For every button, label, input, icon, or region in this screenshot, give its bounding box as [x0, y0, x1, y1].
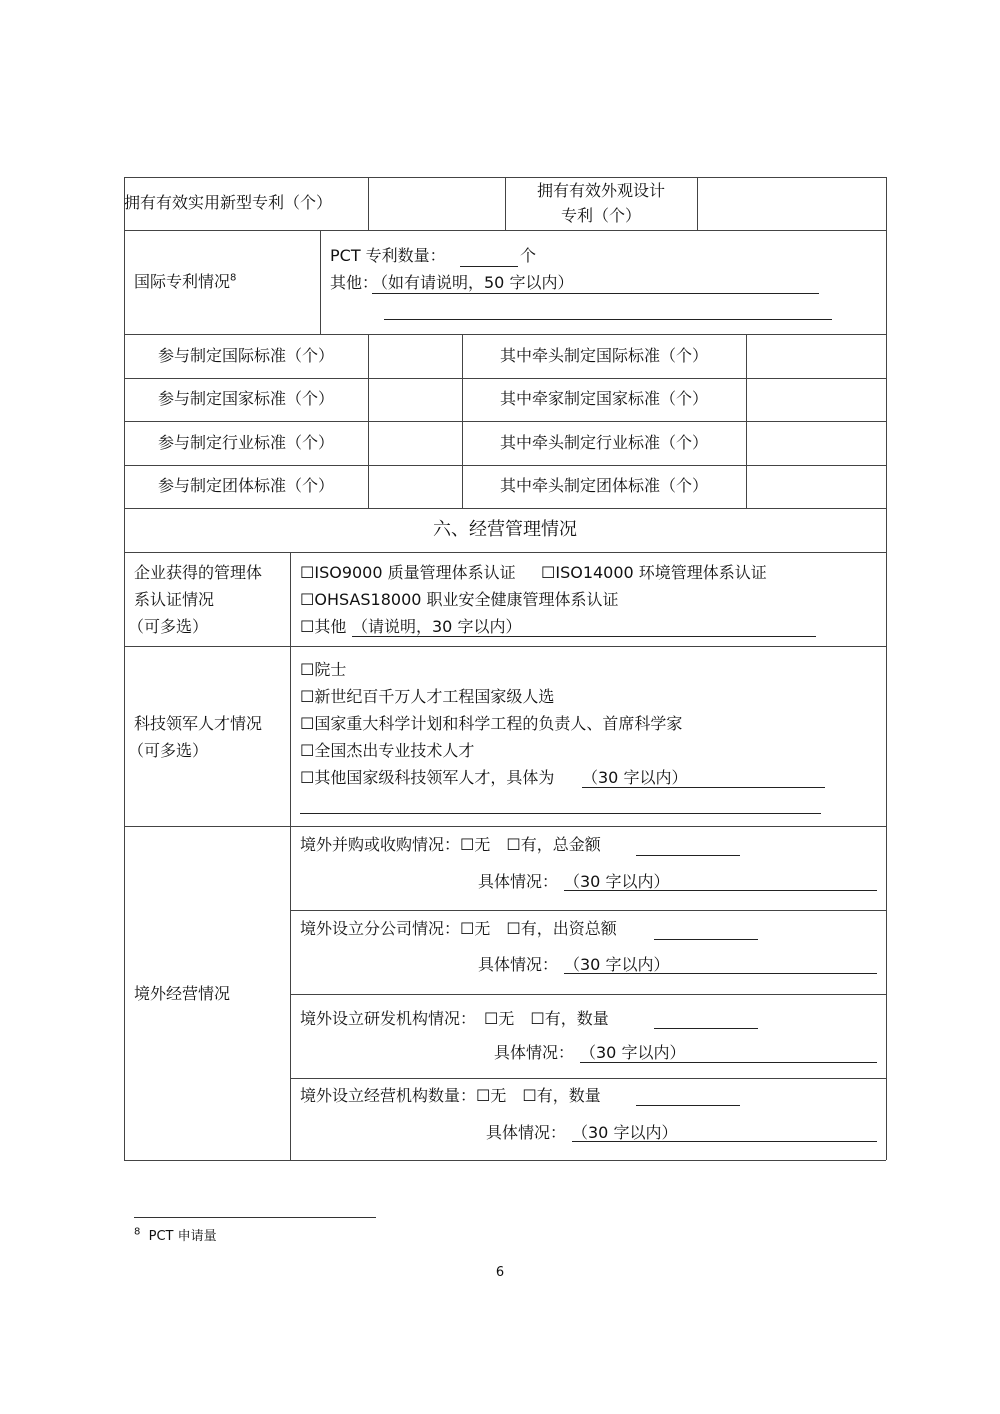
utility-patent-input[interactable]	[369, 178, 504, 229]
overseas-detail-hint: （30 字以内）	[572, 1123, 678, 1142]
cert-other-checkbox[interactable]: ☐其他	[300, 617, 347, 636]
overseas-branch-detail-input[interactable]	[564, 973, 877, 974]
overseas-rnd-detail-input[interactable]	[580, 1062, 877, 1063]
row-divider	[124, 230, 886, 231]
overseas-detail-label: 具体情况：	[494, 1043, 575, 1062]
cert-other-hint: （请说明，30 字以内）	[352, 617, 522, 636]
design-patent-label-line2: 专利（个）	[560, 206, 641, 225]
row-divider	[124, 508, 886, 509]
standard-participate-label: 参与制定团体标准（个）	[157, 476, 334, 495]
standard-lead-input[interactable]	[747, 379, 885, 420]
international-patent-label: 国际专利情况$^8$	[134, 272, 237, 291]
overseas-detail-hint: （30 字以内）	[580, 1043, 686, 1062]
overseas-acquisition-amount-input[interactable]	[636, 855, 740, 856]
talent-outstanding-checkbox[interactable]: ☐全国杰出专业技术人才	[300, 741, 475, 760]
talent-other-input-line1[interactable]	[582, 787, 825, 788]
col-divider	[290, 552, 291, 1160]
overseas-acquisition-question[interactable]: 境外并购或收购情况：☐无 ☐有，总金额	[300, 835, 601, 854]
pct-count-unit: 个	[520, 246, 537, 265]
footnote	[134, 1226, 217, 1248]
overseas-rnd-count-input[interactable]	[654, 1028, 758, 1029]
row-divider	[290, 994, 886, 995]
standard-lead-input[interactable]	[747, 466, 885, 507]
overseas-detail-hint: （30 字以内）	[564, 872, 670, 891]
cert-iso14000-checkbox[interactable]: ☐ISO14000 环境管理体系认证	[541, 563, 767, 582]
standard-lead-label: 其中牵家制定国家标准（个）	[499, 389, 708, 408]
standard-lead-label: 其中牵头制定行业标准（个）	[499, 433, 708, 452]
other-patent-hint: （如有请说明，50 字以内）	[372, 273, 574, 292]
cert-iso9000-checkbox[interactable]: ☐ISO9000 质量管理体系认证	[300, 563, 516, 582]
overseas-acquisition-detail-input[interactable]	[564, 890, 877, 891]
overseas-operation-question[interactable]: 境外设立经营机构数量：☐无 ☐有，数量	[300, 1086, 601, 1105]
standard-lead-input[interactable]	[747, 422, 885, 464]
pct-count-label: PCT 专利数量：	[330, 246, 446, 265]
design-patent-label-line1: 拥有有效外观设计	[536, 181, 665, 200]
design-patent-input[interactable]	[698, 178, 885, 229]
talent-other-hint: （30 字以内）	[582, 768, 688, 787]
standard-participate-input[interactable]	[369, 422, 461, 464]
certification-label-line3: （可多选）	[128, 617, 209, 636]
standard-participate-input[interactable]	[369, 335, 461, 377]
talent-academician-checkbox[interactable]: ☐院士	[300, 660, 347, 679]
cert-ohsas18000-checkbox[interactable]: ☐OHSAS18000 职业安全健康管理体系认证	[300, 590, 619, 609]
talent-label-line2: （可多选）	[128, 741, 209, 760]
table-border-left	[124, 177, 125, 1160]
footnote-text: PCT 申请量	[148, 1229, 217, 1244]
utility-patent-label: 拥有有效实用新型专利（个）	[124, 193, 333, 212]
overseas-branch-question[interactable]: 境外设立分公司情况：☐无 ☐有，出资总额	[300, 919, 617, 938]
standard-lead-label: 其中牵头制定团体标准（个）	[499, 476, 708, 495]
overseas-branch-amount-input[interactable]	[654, 939, 758, 940]
row-divider	[124, 826, 886, 827]
other-patent-input-line2[interactable]	[384, 319, 832, 320]
standard-participate-label: 参与制定国际标准（个）	[157, 346, 334, 365]
standard-participate-label: 参与制定行业标准（个）	[157, 433, 334, 452]
page-number: 6	[495, 1265, 505, 1280]
section-title: 六、经营管理情况	[433, 519, 577, 540]
standard-participate-input[interactable]	[369, 379, 461, 420]
pct-count-input[interactable]	[460, 266, 518, 267]
footnote-marker: 8	[134, 1226, 141, 1238]
footnote-ref: 8	[230, 272, 237, 284]
col-divider	[320, 230, 321, 334]
table-border-bottom	[124, 1160, 886, 1161]
overseas-operation-count-input[interactable]	[636, 1105, 740, 1106]
overseas-detail-hint: （30 字以内）	[564, 955, 670, 974]
standard-lead-input[interactable]	[747, 335, 885, 377]
row-divider	[124, 646, 886, 647]
overseas-detail-label: 具体情况：	[478, 955, 559, 974]
talent-other-input-line2[interactable]	[300, 813, 821, 814]
certification-label-line1: 企业获得的管理体	[134, 563, 263, 582]
row-divider	[290, 1078, 886, 1079]
talent-chief-scientist-checkbox[interactable]: ☐国家重大科学计划和科学工程的负责人、首席科学家	[300, 714, 683, 733]
row-divider	[124, 552, 886, 553]
standard-participate-label: 参与制定国家标准（个）	[157, 389, 334, 408]
row-divider	[290, 910, 886, 911]
table-border-right	[886, 177, 887, 1160]
overseas-operation-detail-input[interactable]	[572, 1141, 877, 1142]
other-patent-label: 其他：	[330, 273, 379, 292]
talent-million-program-checkbox[interactable]: ☐新世纪百千万人才工程国家级人选	[300, 687, 555, 706]
talent-other-checkbox[interactable]: ☐其他国家级科技领军人才，具体为	[300, 768, 555, 787]
overseas-detail-label: 具体情况：	[486, 1123, 567, 1142]
overseas-rnd-question[interactable]: 境外设立研发机构情况： ☐无 ☐有，数量	[300, 1009, 609, 1028]
other-patent-input-line1[interactable]	[372, 293, 819, 294]
overseas-label: 境外经营情况	[134, 984, 231, 1003]
cert-other-input[interactable]	[352, 636, 816, 637]
footnote-separator	[134, 1217, 376, 1218]
standard-lead-label: 其中牵头制定国际标准（个）	[499, 346, 708, 365]
standard-participate-input[interactable]	[369, 466, 461, 507]
overseas-detail-label: 具体情况：	[478, 872, 559, 891]
talent-label-line1: 科技领军人才情况	[134, 714, 263, 733]
certification-label-line2: 系认证情况	[134, 590, 215, 609]
